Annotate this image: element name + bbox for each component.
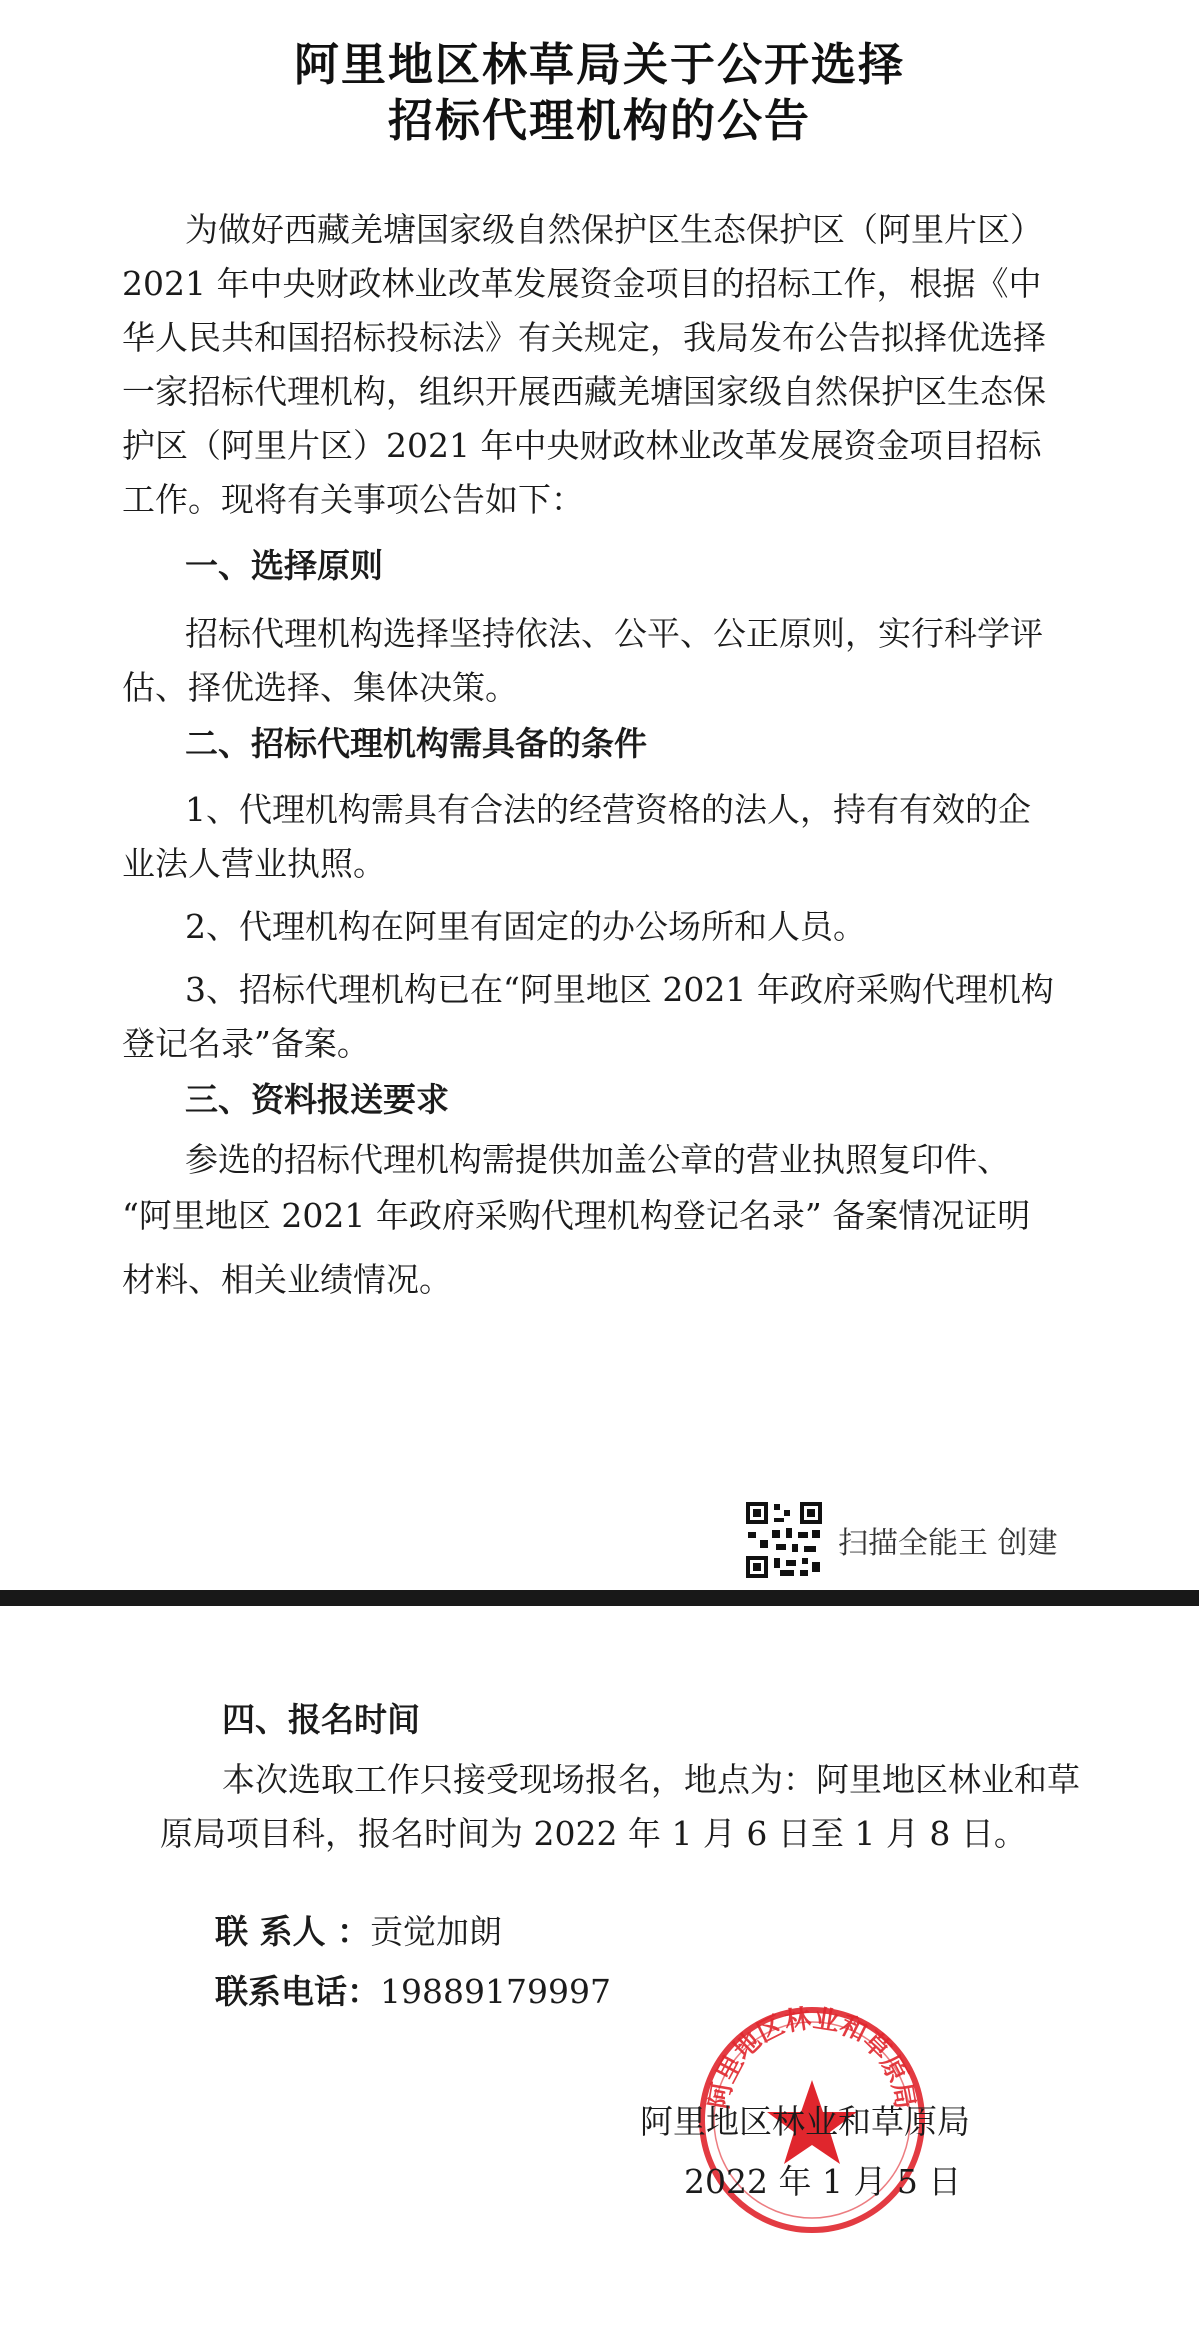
section-2-heading: 二、招标代理机构需具备的条件 — [185, 724, 647, 763]
phone-label: 联系电话： — [215, 1972, 380, 2011]
contact-phone — [215, 1972, 611, 2012]
contact-person — [215, 1912, 502, 1952]
intro-line: 为做好西藏羌塘国家级自然保护区生态保护区（阿里片区） — [185, 210, 1043, 249]
section-4-heading: 四、报名时间 — [222, 1700, 420, 1739]
section-2-line: 业法人营业执照。 — [122, 844, 386, 883]
title-line-1: 阿里地区林草局关于公开选择 — [293, 38, 905, 91]
section-2-line: 登记名录”备案。 — [122, 1024, 370, 1063]
watermark-text: 扫描全能王 创建 — [838, 1526, 1058, 1561]
document-page-2 — [0, 1606, 1199, 2337]
section-1-line: 招标代理机构选择坚持依法、公平、公正原则，实行科学评 — [185, 614, 1043, 653]
section-3-line: 参选的招标代理机构需提供加盖公章的营业执照复印件、 — [185, 1140, 1010, 1179]
intro-line: 护区（阿里片区）2021 年中央财政林业改革发展资金项目招标 — [122, 426, 1042, 465]
contact-label: 联 系人 ： — [215, 1912, 370, 1951]
signature-date: 2022 年 1 月 5 日 — [684, 2162, 962, 2201]
signature-org: 阿里地区林业和草原局 — [640, 2102, 970, 2141]
seal-text: 阿里地区林业和草原局 — [704, 2004, 920, 2112]
intro-line: 工作。现将有关事项公告如下： — [122, 480, 584, 519]
section-3-line: “阿里地区 2021 年政府采购代理机构登记名录” 备案情况证明 — [122, 1196, 1031, 1235]
page-divider — [0, 1590, 1199, 1606]
section-4-line: 原局项目科，报名时间为 2022 年 1 月 6 日至 1 月 8 日。 — [160, 1814, 1027, 1853]
title-line-2: 招标代理机构的公告 — [387, 94, 811, 147]
section-4-line: 本次选取工作只接受现场报名，地点为：阿里地区林业和草 — [222, 1760, 1080, 1799]
intro-line: 一家招标代理机构，组织开展西藏羌塘国家级自然保护区生态保 — [122, 372, 1046, 411]
section-2-line: 1、代理机构需具有合法的经营资格的法人，持有有效的企 — [185, 790, 1031, 829]
qr-code-icon — [744, 1500, 824, 1580]
section-2-line: 3、招标代理机构已在“阿里地区 2021 年政府采购代理机构 — [185, 970, 1054, 1009]
section-3-heading: 三、资料报送要求 — [185, 1080, 449, 1119]
contact-name: 贡觉加朗 — [369, 1912, 502, 1951]
section-3-line: 材料、相关业绩情况。 — [122, 1260, 452, 1299]
intro-line: 2021 年中央财政林业改革发展资金项目的招标工作，根据《中 — [122, 264, 1042, 303]
intro-line: 华人民共和国招标投标法》有关规定，我局发布公告拟择优选择 — [122, 318, 1046, 357]
section-1-heading: 一、选择原则 — [185, 546, 383, 585]
scanner-watermark — [744, 1500, 1058, 1580]
section-2-line: 2、代理机构在阿里有固定的办公场所和人员。 — [185, 907, 866, 946]
phone-value: 19889179997 — [380, 1972, 611, 2011]
section-1-line: 估、择优选择、集体决策。 — [122, 668, 518, 707]
